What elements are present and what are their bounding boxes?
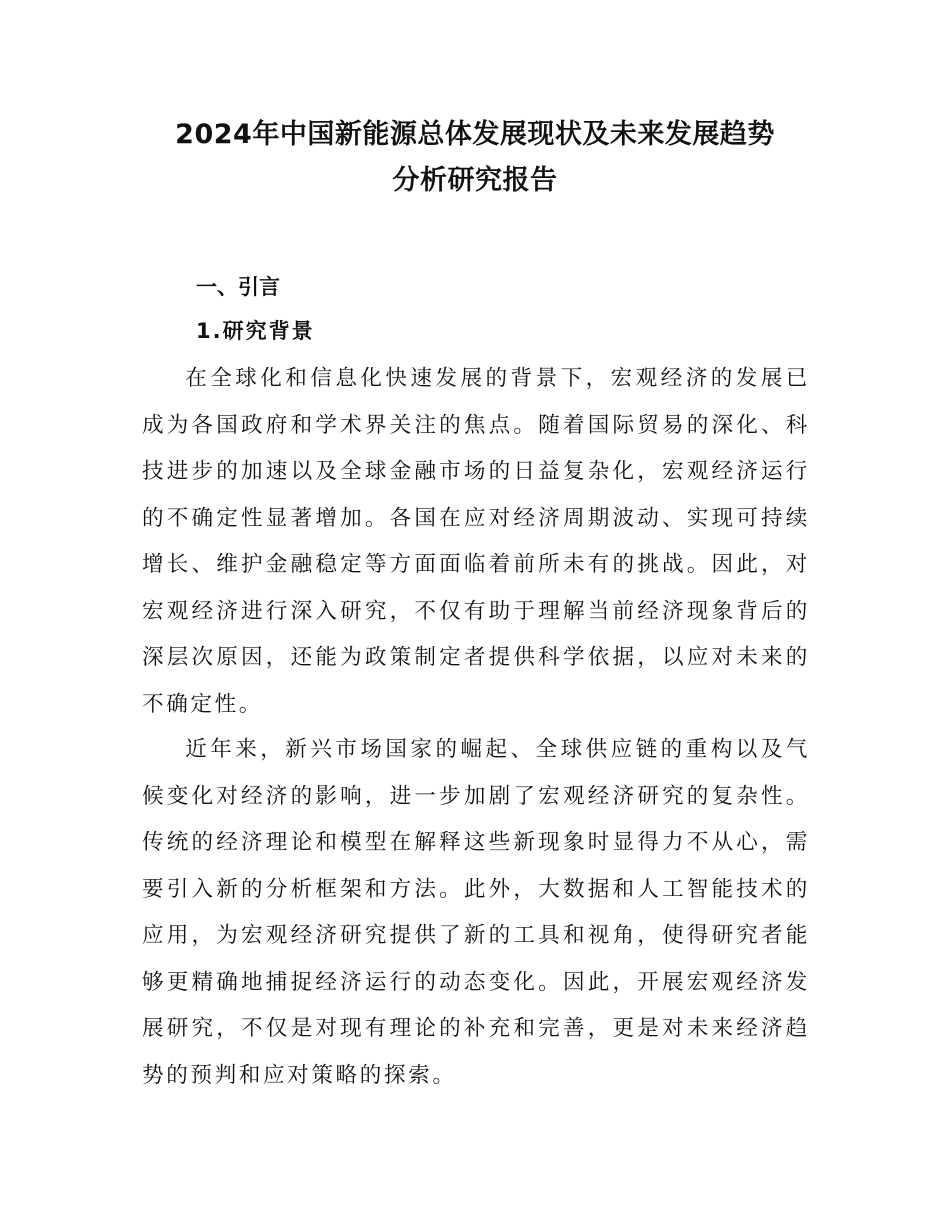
section-heading-introduction: 一、引言 xyxy=(196,275,280,299)
document-title-line-2: 分析研究报告 xyxy=(392,165,558,196)
document-title-line-1: 2024年中国新能源总体发展现状及未来发展趋势 xyxy=(175,119,775,150)
document-title xyxy=(120,112,830,204)
sub-heading-research-background: 1.研究背景 xyxy=(196,319,315,343)
body-paragraph-1: 在全球化和信息化快速发展的背景下，宏观经济的发展已成为各国政府和学术界关注的焦点。随着国际贸易的深化、科技进步的加速以及全球金融市场的日益复杂化，宏观经济运行的不确定性显著增加。各国在应对经济周期波动、实现可持续增长、维护金融稳定等方面面临着前所未有的挑战。因此，对宏观经济进行深入研究，不仅有助于理解当前经济现象背后的深层次原因，还能为政策制定者提供科学依据，以应对未来的不确定性。 xyxy=(142,366,810,717)
body-paragraph-2: 近年来，新兴市场国家的崛起、全球供应链的重构以及气候变化对经济的影响，进一步加剧了宏观经济研究的复杂性。传统的经济理论和模型在解释这些新现象时显得力不从心，需要引入新的分析框架和方法。此外，大数据和人工智能技术的应用，为宏观经济研究提供了新的工具和视角，使得研究者能够更精确地捕捉经济运行的动态变化。因此，开展宏观经济发展研究，不仅是对现有理论的补充和完善，更是对未来经济趋势的预判和应对策略的探索。 xyxy=(142,737,810,1088)
